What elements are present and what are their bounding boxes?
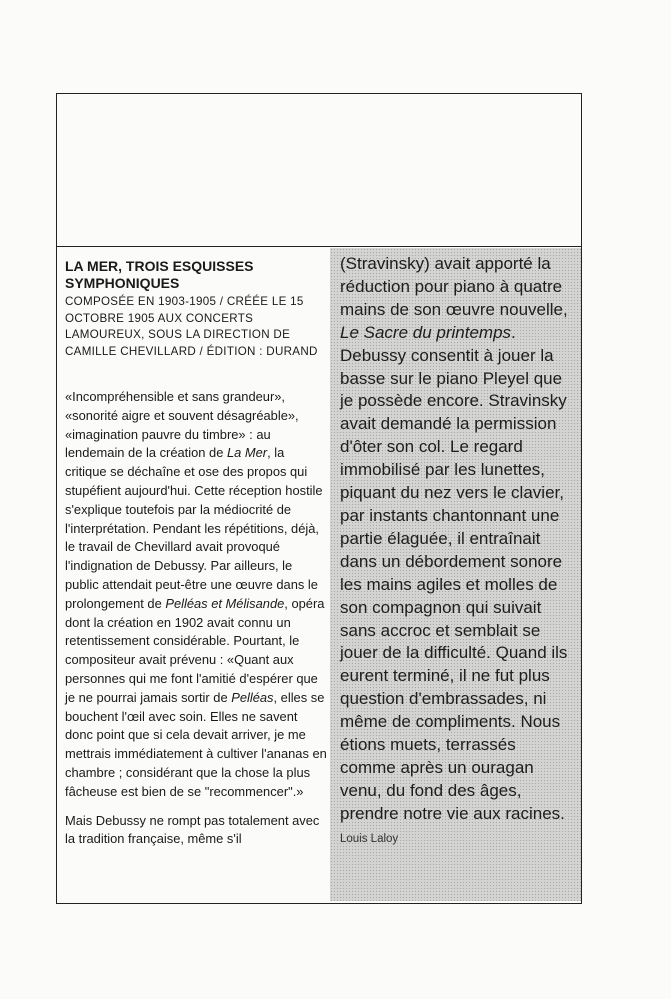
- quote-sidebar: [330, 248, 581, 901]
- italic-title: La Mer: [226, 445, 268, 461]
- paragraph-text: , elles se bouchent l'œil avec soin. Elles ne savent donc point que si cela devait arriver, je me mettrais immédiatement à cultiver l'ananas en chambre ; considérant que la chose la plus fâcheuse est bien de se "recommencer".»: [65, 689, 327, 799]
- paragraph-text: , la critique se déchaîne et ose des propos qui stupéfient aujourd'hui. Cette réception hostile s'explique toutefois par la médiocrité de l'interprétation. Pendant les répétitions, déjà, le travail de Chevillard avait provoqué l'indignation de Debussy. Par ailleurs, le public attendait peut-être une œuvre dans le prolongement de: [65, 445, 323, 611]
- italic-title: Pelléas: [231, 689, 274, 705]
- sidebar-quote: [330, 248, 581, 826]
- main-column: [65, 258, 327, 849]
- italic-title: Pelléas et Mélisande: [165, 595, 285, 611]
- italic-title: Le Sacre du printemps: [340, 322, 512, 342]
- paragraph-text: «Incompréhensible et sans grandeur», «sonorité aigre et souvent désagréable», «imagination pauvre du timbre» : au lendemain de la création de: [65, 389, 299, 461]
- quote-text: . Debussy consentit à jouer la basse sur le piano Pleyel que je possède encore. Stravinsky avait demandé la permission d'ôter son col. Le regard immobilisé par les lunettes, piquant du nez vers le clavier, par instants chantonnant une partie élaguée, il entraînait dans un débordement sonore les mains agiles et molles de son compagnon qui suivait sans accroc et semblait se jouer de la difficulté. Quand ils eurent terminé, il ne fut plus question d'embrassades, ni même de compliments. Nous étions muets, terrassés comme après un ouragan venu, du fond des âges, prendre notre vie aux racines.: [340, 322, 568, 823]
- work-title: LA MER, TROIS ESQUISSES SYMPHONIQUES: [65, 258, 254, 291]
- body-paragraph-2: Mais Debussy ne rompt pas totalement avec la tradition française, même s'il: [65, 812, 320, 847]
- page-frame: [56, 93, 582, 904]
- top-divider: [57, 246, 581, 247]
- work-credits: COMPOSÉE EN 1903-1905 / CRÉÉE LE 15 OCTOBRE 1905 AUX CONCERTS LAMOUREUX, SOUS LA DIRECTION DE CAMILLE CHEVILLARD / ÉDITION : DURAND: [65, 295, 318, 358]
- body-paragraph-1: [65, 388, 327, 802]
- paragraph-text: , opéra dont la création en 1902 avait connu un retentissement considérable. Pourtant, le compositeur avait prévenu : «Quant aux personnes qui me font l'amitié d'espérer que je ne pourrai jamais sortir de: [65, 595, 325, 705]
- quote-author: Louis Laloy: [340, 832, 399, 845]
- quote-text: (Stravinsky) avait apporté la réduction pour piano à quatre mains de son œuvre nouvelle,: [340, 254, 568, 319]
